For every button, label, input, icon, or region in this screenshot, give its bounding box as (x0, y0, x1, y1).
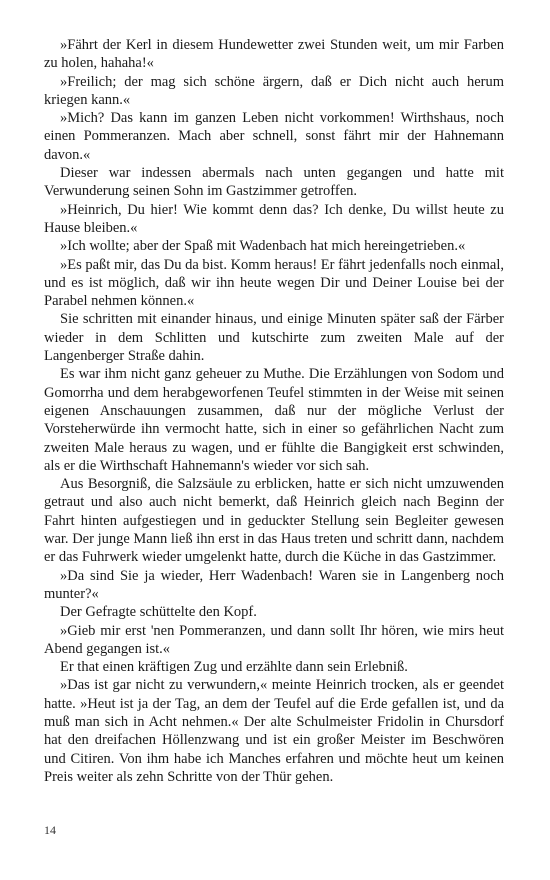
paragraph: »Gieb mir erst 'nen Pommeranzen, und dann sollt Ihr hören, wie mirs heut Abend gegangen ist.« (44, 622, 504, 657)
paragraph: Der Gefragte schüttelte den Kopf. (60, 604, 257, 621)
paragraph: »Heinrich, Du hier! Wie kommt denn das? Ich denke, Du willst heute zu Hause bleiben.« (44, 201, 504, 236)
paragraph: Aus Besorgniß, die Salzsäule zu erblicken, hatte er sich nicht umzuwenden getraut und also auch nicht bemerkt, daß Heinrich gleich nach Beginn der Fahrt hinten aufgestiegen und in geduckter Stellung sein Begleiter gewesen war. Der junge Mann ließ ihn erst in das Haus treten und schritt dann, nachdem er das Fuhrwerk wieder umgelenkt hatte, durch die Küche in das Gastzimmer. (44, 476, 504, 566)
paragraph: Es war ihm nicht ganz geheuer zu Muthe. Die Erzählungen von Sodom und Gomorrha und dem herabgeworfenen Teufel stimmten in der Weise mit seinen eigenen Anschauungen zusammen, daß nur der mögliche Verlust der Vorsteherwürde ihn vermocht hatte, sich in einer so gefährlichen Nacht zum zweiten Male heraus zu wagen, und er fühlte die Bangigkeit erst schwinden, als er die Wirthschaft Hahnemann's wieder vor sich sah. (44, 366, 504, 474)
paragraph: »Ich wollte; aber der Spaß mit Wadenbach hat mich hereingetrieben.« (60, 238, 466, 255)
page-text (44, 36, 504, 786)
paragraph: »Das ist gar nicht zu verwundern,« meinte Heinrich trocken, als er geendet hatte. »Heut ist ja der Tag, an dem der Teufel auf die Erde gefallen ist, und da muß man sich in Acht nehmen.« Der alte Schulmeister Fridolin in Chursdorf hat den dreifachen Höllenzwang und ist ein großer Meister im Beschwören und Citiren. Von ihm habe ich Manches erfahren und möchte heut um keinen Preis weiter als zehn Schritte von der Thür gehen. (44, 677, 504, 785)
paragraph: »Fährt der Kerl in diesem Hundewetter zwei Stunden weit, um mir Farben zu holen, hahaha!« (44, 37, 504, 72)
paragraph: Dieser war indessen abermals nach unten gegangen und hatte mit Verwunderung seinen Sohn im Gastzimmer getroffen. (44, 165, 504, 200)
paragraph: Er that einen kräftigen Zug und erzählte dann sein Erlebniß. (60, 659, 408, 676)
paragraph: »Da sind Sie ja wieder, Herr Wadenbach! Waren sie in Langenberg noch munter?« (44, 567, 504, 602)
page-number: 14 (44, 823, 56, 837)
paragraph: »Mich? Das kann im ganzen Leben nicht vorkommen! Wirthshaus, noch einen Pommeranzen. Mach aber schnell, sonst fährt mir der Hahnemann davon.« (44, 110, 504, 163)
paragraph: Sie schritten mit einander hinaus, und einige Minuten später saß der Färber wieder in dem Schlitten und kutschirte zum zweiten Male auf der Langenberger Straße dahin. (44, 311, 504, 365)
paragraph: »Freilich; der mag sich schöne ärgern, daß er Dich nicht auch herum kriegen kann.« (44, 73, 504, 108)
paragraph: »Es paßt mir, das Du da bist. Komm heraus! Er fährt jedenfalls noch einmal, und es ist möglich, daß wir ihn heute wegen Dir und Deiner Louise bei der Parabel nehmen können.« (44, 256, 504, 310)
